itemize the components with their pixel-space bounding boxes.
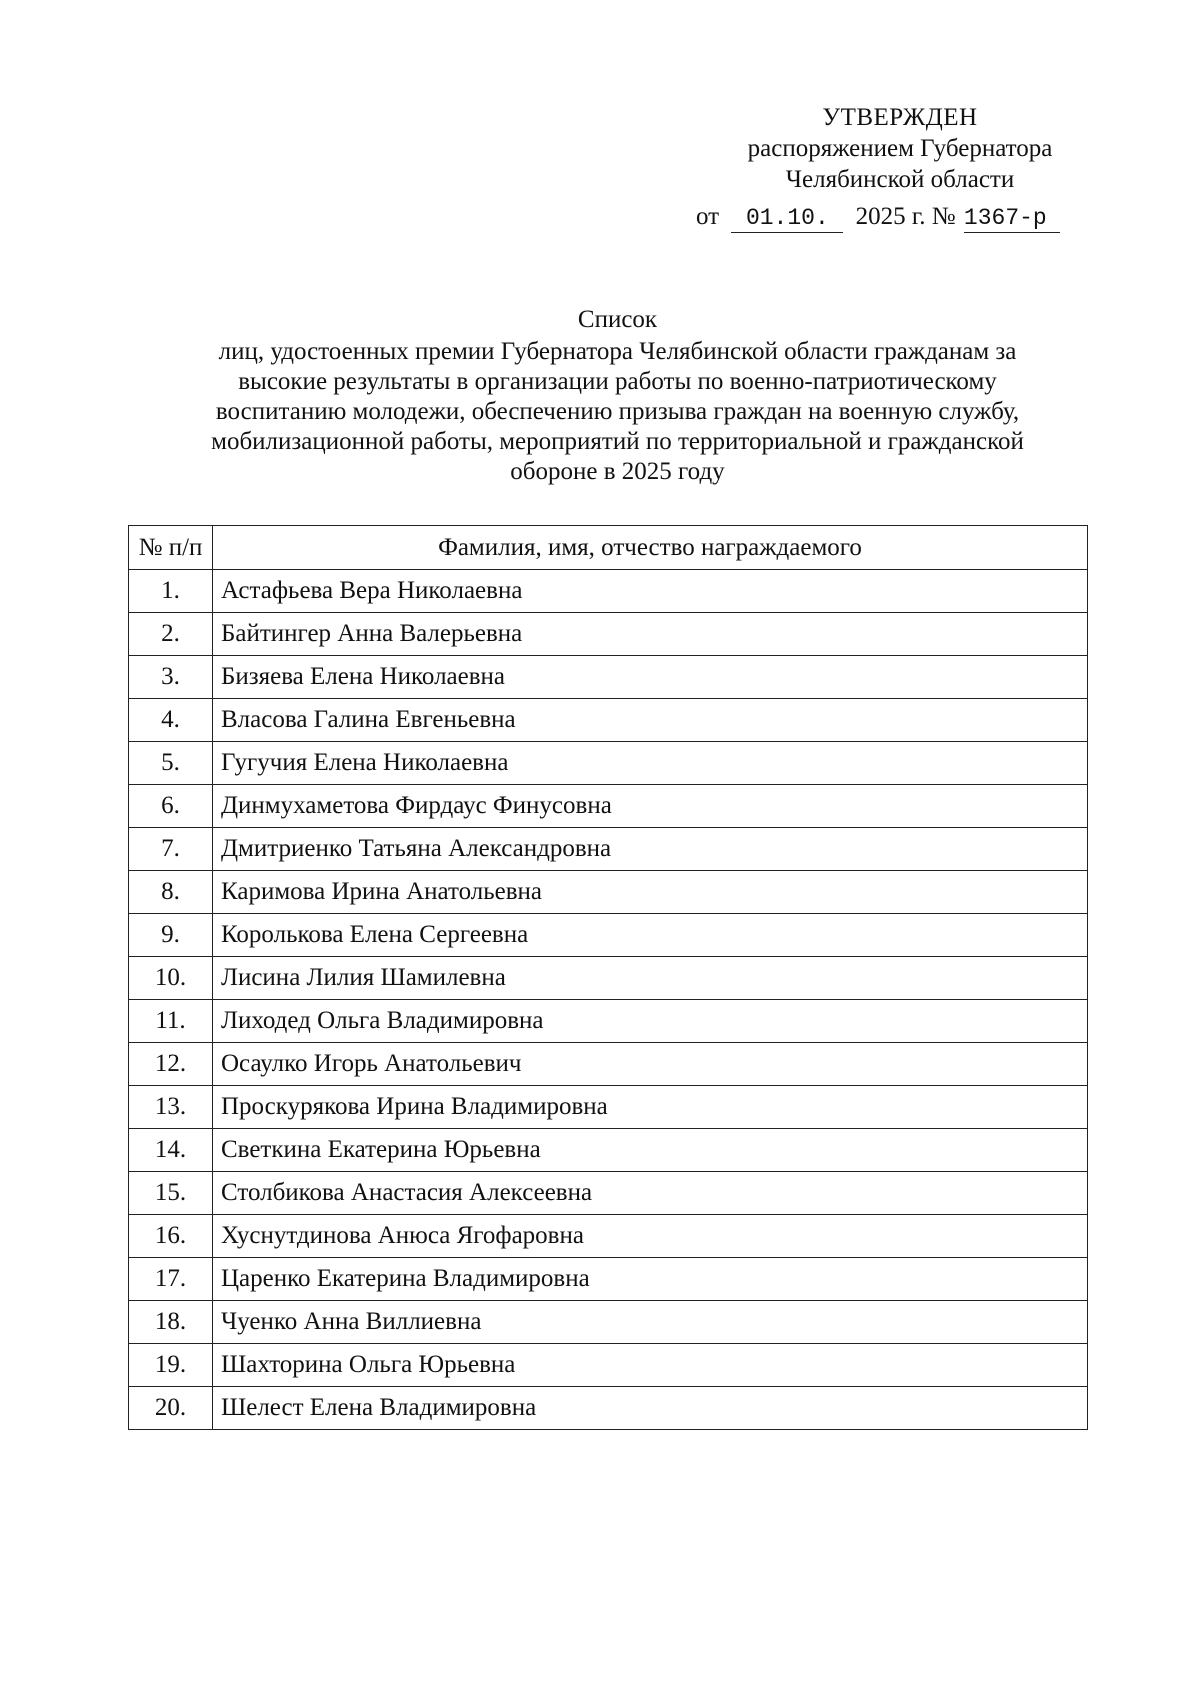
table-header-row — [129, 526, 1088, 570]
document-heading — [150, 305, 1085, 487]
row-number: 3. — [129, 656, 213, 699]
row-number: 14. — [129, 1129, 213, 1172]
awardee-name: Байтингер Анна Валерьевна — [213, 613, 1088, 656]
table-row — [129, 1086, 1088, 1129]
row-number: 15. — [129, 1172, 213, 1215]
awardee-name: Лисина Лилия Шамилевна — [213, 957, 1088, 1000]
row-number: 20. — [129, 1387, 213, 1430]
year-number-label: 2025 г. № — [855, 203, 956, 230]
table-row — [129, 957, 1088, 1000]
approval-region: Челябинской области — [785, 166, 1015, 193]
awardee-name: Лиходед Ольга Владимировна — [213, 1000, 1088, 1043]
row-number: 17. — [129, 1258, 213, 1301]
table-row — [129, 1129, 1088, 1172]
row-number: 7. — [129, 828, 213, 871]
table-row — [129, 785, 1088, 828]
row-number: 2. — [129, 613, 213, 656]
awardee-name: Бизяева Елена Николаевна — [213, 656, 1088, 699]
awardee-name: Чуенко Анна Виллиевна — [213, 1301, 1088, 1344]
date-prefix: от — [696, 203, 720, 230]
table-row — [129, 1258, 1088, 1301]
table-row — [129, 1301, 1088, 1344]
row-number: 16. — [129, 1215, 213, 1258]
awardees-table — [128, 525, 1088, 1430]
row-number: 13. — [129, 1086, 213, 1129]
row-number: 4. — [129, 699, 213, 742]
row-number: 12. — [129, 1043, 213, 1086]
table-row — [129, 1387, 1088, 1430]
awardee-name: Гугучия Елена Николаевна — [213, 742, 1088, 785]
awardee-name: Каримова Ирина Анатольевна — [213, 871, 1088, 914]
row-number: 10. — [129, 957, 213, 1000]
awardee-name: Светкина Екатерина Юрьевна — [213, 1129, 1088, 1172]
document-title: Список — [577, 306, 658, 333]
approval-stamp — [690, 102, 1110, 195]
row-number: 19. — [129, 1344, 213, 1387]
awardee-name: Власова Галина Евгеньевна — [213, 699, 1088, 742]
awardee-name: Столбикова Анастасия Алексеевна — [213, 1172, 1088, 1215]
column-header-number: № п/п — [129, 526, 213, 570]
table-row — [129, 699, 1088, 742]
awardee-name: Хуснутдинова Анюса Ягофаровна — [213, 1215, 1088, 1258]
column-header-name: Фамилия, имя, отчество награждаемого — [213, 526, 1088, 570]
approval-date: 01.10. — [731, 204, 843, 233]
table-row — [129, 1344, 1088, 1387]
approval-date-line — [696, 200, 1096, 234]
approval-title: УТВЕРЖДЕН — [822, 104, 978, 131]
row-number: 1. — [129, 570, 213, 613]
approval-authority: распоряжением Губернатора — [747, 135, 1053, 162]
awardee-name: Астафьева Вера Николаевна — [213, 570, 1088, 613]
table-row — [129, 1000, 1088, 1043]
awardee-name: Проскурякова Ирина Владимировна — [213, 1086, 1088, 1129]
table-row — [129, 1043, 1088, 1086]
row-number: 5. — [129, 742, 213, 785]
row-number: 6. — [129, 785, 213, 828]
row-number: 18. — [129, 1301, 213, 1344]
table-row — [129, 570, 1088, 613]
table-row — [129, 613, 1088, 656]
awardee-name: Королькова Елена Сергеевна — [213, 914, 1088, 957]
table-row — [129, 656, 1088, 699]
table-row — [129, 871, 1088, 914]
row-number: 11. — [129, 1000, 213, 1043]
awardee-name: Царенко Екатерина Владимировна — [213, 1258, 1088, 1301]
subtitle-line: лиц, удостоенных премии Губернатора Челябинской области гражданам за — [218, 338, 1017, 365]
table-row — [129, 914, 1088, 957]
awardee-name: Шахторина Ольга Юрьевна — [213, 1344, 1088, 1387]
row-number: 9. — [129, 914, 213, 957]
table-row — [129, 828, 1088, 871]
subtitle-line: мобилизационной работы, мероприятий по территориальной и гражданской — [211, 428, 1024, 455]
row-number: 8. — [129, 871, 213, 914]
subtitle-line: высокие результаты в организации работы по военно-патриотическому — [238, 368, 997, 395]
subtitle-line: обороне в 2025 году — [510, 458, 725, 485]
awardee-name: Дмитриенко Татьяна Александровна — [213, 828, 1088, 871]
table-row — [129, 742, 1088, 785]
awardee-name: Осаулко Игорь Анатольевич — [213, 1043, 1088, 1086]
approval-number: 1367-р — [964, 204, 1060, 233]
table-row — [129, 1215, 1088, 1258]
awardee-name: Шелест Елена Владимировна — [213, 1387, 1088, 1430]
subtitle-line: воспитанию молодежи, обеспечению призыва граждан на военную службу, — [215, 398, 1020, 425]
awardee-name: Динмухаметова Фирдаус Финусовна — [213, 785, 1088, 828]
table-row — [129, 1172, 1088, 1215]
